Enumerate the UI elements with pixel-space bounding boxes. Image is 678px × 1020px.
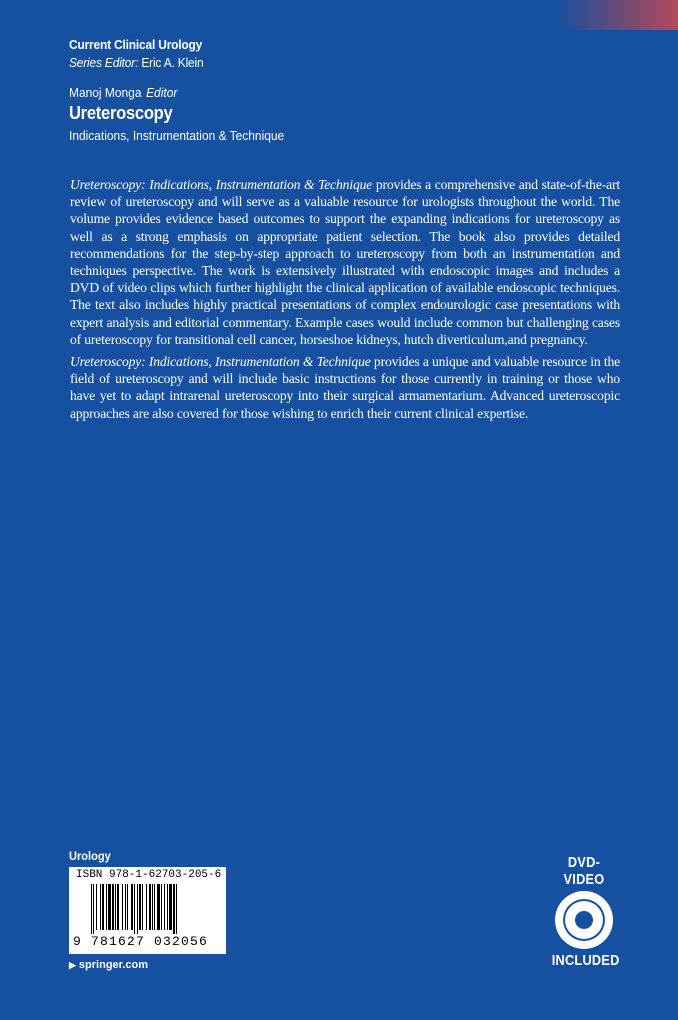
publisher-link[interactable] — [69, 959, 148, 971]
description-p2-title: Ureteroscopy: Indications, Instrumentation & Technique — [70, 354, 371, 370]
barcode — [69, 867, 226, 954]
description-p2-text: provides a unique and valuable resource in the field of ureteroscopy and will include basic instructions for those currently in training or those who have yet to adapt intrarenal ureteroscopy into their surgical armamentarium. Advanced ureteroscopic approaches are also covered for those wishing to enrich their current clinical expertise. — [70, 354, 620, 421]
description-paragraph-2 — [70, 353, 620, 422]
publisher-url: springer.com — [78, 959, 148, 971]
dvd-label-bottom: INCLUDED — [551, 952, 620, 969]
series-editor-label: Series Editor: — [69, 55, 139, 70]
book-editor-role: Editor — [146, 85, 178, 100]
barcode-bars — [91, 884, 205, 934]
header — [69, 36, 629, 145]
description — [70, 176, 620, 427]
arrow-icon: ▶ — [69, 960, 76, 970]
book-editor-name: Manoj Monga — [69, 85, 142, 100]
book-title: Ureteroscopy — [69, 103, 173, 123]
category-label: Urology — [69, 849, 111, 863]
series-title: Current Clinical Urology — [69, 37, 203, 52]
dvd-badge — [546, 854, 622, 969]
disc-icon — [553, 889, 615, 951]
book-subtitle: Indications, Instrumentation & Technique — [69, 128, 285, 143]
series-editor-name: Eric A. Klein — [141, 55, 204, 70]
series-editor — [69, 54, 584, 72]
description-p1-title: Ureteroscopy: Indications, Instrumentation & Technique — [70, 177, 373, 192]
description-p1-text: provides a comprehensive and state-of-the-art review of ureteroscopy and will serve as a valuable resource for urologists throughout the world. The volume provides evidence based outcomes to support the expanding indications for ureteroscopy as well as a strong emphasis on appropriate patient selection. The book also provides detailed recommendations for the step-by-step approach to ureteroscopy from both an instrumentation and techniques perspective. The work is extensively illustrated with endoscopic images and includes a DVD of video clips which further highlight the clinical application of available endoscopic techniques. The text also includes highly practical presentations of complex endourologic case presentations with expert analysis and editorial commentary. Example cases would include common but challenging cases of ureteroscopy for transitional cell cancer, horseshoe kidneys, hutch diverticulum,and pregnancy. — [70, 177, 620, 347]
corner-accent — [558, 0, 678, 30]
isbn-label: ISBN 978-1-62703-205-6 — [76, 869, 222, 881]
dvd-label-top: DVD-VIDEO — [563, 854, 605, 888]
barcode-digits: 9 781627 032056 — [73, 934, 209, 949]
book-editor — [69, 84, 584, 102]
description-paragraph-1 — [70, 176, 620, 348]
